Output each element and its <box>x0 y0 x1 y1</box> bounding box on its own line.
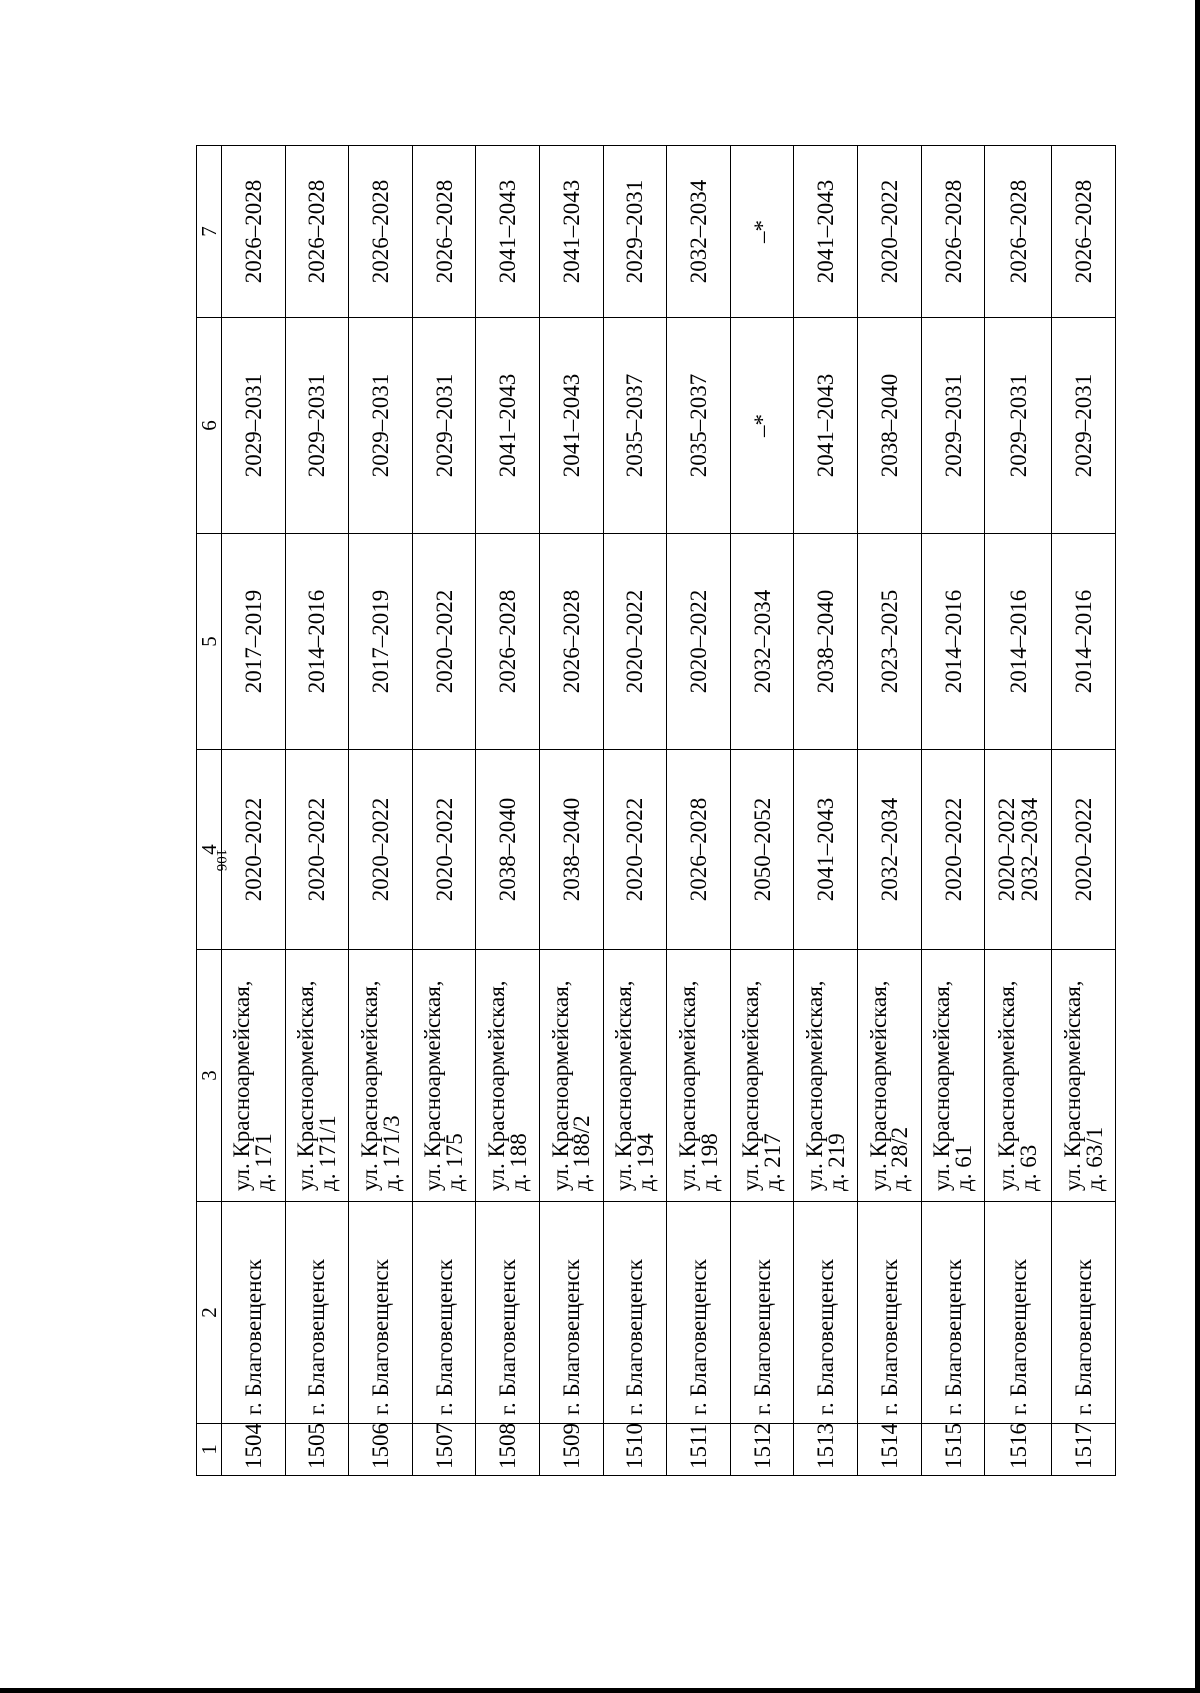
city-text: г. Благовещенск <box>304 1259 330 1415</box>
col7-cell <box>603 146 667 318</box>
col5-cell <box>858 534 922 750</box>
address-house: д. 28/2 <box>887 1126 913 1191</box>
period-col5: 2020–2022 <box>622 589 648 694</box>
address-cell <box>222 950 286 1202</box>
address-house: д. 171 <box>251 1133 277 1191</box>
col5-cell <box>985 534 1052 750</box>
col5-cell <box>476 534 540 750</box>
address-cell <box>540 950 604 1202</box>
col4-cell <box>985 750 1052 950</box>
period-col6: 2029–2031 <box>368 373 394 478</box>
city-cell <box>603 1202 667 1424</box>
city-cell <box>667 1202 731 1424</box>
address-street: ул. Красноармейская, <box>293 980 319 1191</box>
period-col5: 2023–2025 <box>876 589 902 694</box>
city-text: г. Благовещенск <box>1005 1259 1031 1415</box>
period-col7: 2029–2031 <box>622 179 648 284</box>
address-cell <box>349 950 413 1202</box>
col6-cell <box>730 318 794 534</box>
period-col4: 2020–2022 <box>622 797 648 902</box>
col7-cell <box>794 146 858 318</box>
row-number: 1510 <box>622 1423 648 1469</box>
row-number-cell <box>667 1424 731 1476</box>
period-col6: 2029–2031 <box>304 373 330 478</box>
table-row <box>858 146 922 1476</box>
header-cell-1: 1 <box>197 1424 222 1476</box>
col6-cell <box>985 318 1052 534</box>
col4-cell <box>667 750 731 950</box>
col4-cell <box>730 750 794 950</box>
row-number: 1507 <box>431 1423 457 1469</box>
address-house: д. 198 <box>696 1133 722 1191</box>
period-col4: 2026–2028 <box>686 797 712 902</box>
period-col4: 2020–2022 <box>240 797 266 902</box>
row-number: 1508 <box>495 1423 521 1469</box>
page-edge-bottom <box>0 1688 1200 1693</box>
city-text: г. Благовещенск <box>368 1259 394 1415</box>
table-row <box>1052 146 1116 1476</box>
address-street: ул. Красноармейская, <box>229 980 255 1191</box>
col7-cell <box>476 146 540 318</box>
col7-cell <box>921 146 985 318</box>
col5-cell <box>921 534 985 750</box>
city-cell <box>349 1202 413 1424</box>
row-number: 1515 <box>940 1423 966 1469</box>
col4-cell <box>794 750 858 950</box>
city-cell <box>794 1202 858 1424</box>
row-number: 1506 <box>368 1423 394 1469</box>
city-text: г. Благовещенск <box>686 1259 712 1415</box>
col6-cell <box>858 318 922 534</box>
col4-cell <box>476 750 540 950</box>
col7-cell <box>1052 146 1116 318</box>
period-col4-second: 2032–2034 <box>1017 797 1043 902</box>
period-col4: 2020–2022 <box>1071 797 1097 902</box>
row-number-cell <box>921 1424 985 1476</box>
period-col5: 2026–2028 <box>558 589 584 694</box>
row-number-cell <box>222 1424 286 1476</box>
city-text: г. Благовещенск <box>558 1259 584 1415</box>
col6-cell <box>1052 318 1116 534</box>
address-house: д. 188/2 <box>569 1115 595 1191</box>
period-col6: 2029–2031 <box>1071 373 1097 478</box>
col5-cell <box>222 534 286 750</box>
row-number-cell <box>603 1424 667 1476</box>
city-cell <box>921 1202 985 1424</box>
col6-cell <box>222 318 286 534</box>
address-street: ул. Красноармейская, <box>994 980 1020 1191</box>
row-number: 1516 <box>1005 1423 1031 1469</box>
address-cell <box>285 950 349 1202</box>
period-col7: 2026–2028 <box>368 179 394 284</box>
period-col5: 2014–2016 <box>940 589 966 694</box>
city-text: г. Благовещенск <box>940 1259 966 1415</box>
table-container <box>196 146 1116 1476</box>
table-body <box>197 146 1116 1476</box>
period-col7: 2026–2028 <box>1005 179 1031 284</box>
period-col5: 2026–2028 <box>495 589 521 694</box>
address-house: д. 175 <box>442 1133 468 1191</box>
col5-cell <box>412 534 476 750</box>
address-street: ул. Красноармейская, <box>738 980 764 1191</box>
table-row <box>985 146 1052 1476</box>
table-row <box>794 146 858 1476</box>
row-number: 1512 <box>749 1423 775 1469</box>
city-cell <box>476 1202 540 1424</box>
address-house: д. 171/1 <box>314 1115 340 1191</box>
period-col4: 2020–2022 <box>304 797 330 902</box>
col6-cell <box>412 318 476 534</box>
row-number-cell <box>285 1424 349 1476</box>
period-col6: 2041–2043 <box>495 373 521 478</box>
address-street: ул. Красноармейская, <box>483 980 509 1191</box>
row-number: 1504 <box>240 1423 266 1469</box>
period-col5: 2038–2040 <box>813 589 839 694</box>
period-col7: 2026–2028 <box>1071 179 1097 284</box>
col4-cell <box>1052 750 1116 950</box>
address-cell <box>921 950 985 1202</box>
period-col7: 2020–2022 <box>876 179 902 284</box>
address-house: д. 219 <box>823 1133 849 1191</box>
header-cell-6: 6 <box>197 318 222 534</box>
address-cell <box>667 950 731 1202</box>
table-row <box>349 146 413 1476</box>
row-number: 1517 <box>1071 1423 1097 1469</box>
city-cell <box>412 1202 476 1424</box>
col4-cell <box>412 750 476 950</box>
address-house: д. 61 <box>951 1144 976 1191</box>
col6-cell <box>476 318 540 534</box>
city-text: г. Благовещенск <box>622 1259 648 1415</box>
period-col5: 2032–2034 <box>749 589 775 694</box>
address-cell <box>794 950 858 1202</box>
col5-cell <box>349 534 413 750</box>
address-house: д. 217 <box>760 1133 786 1191</box>
address-cell <box>603 950 667 1202</box>
address-cell <box>858 950 922 1202</box>
header-cell-4: 4 <box>197 750 222 950</box>
period-col7: 2041–2043 <box>495 179 521 284</box>
address-cell <box>476 950 540 1202</box>
address-street: ул. Красноармейская, <box>865 980 891 1191</box>
city-cell <box>730 1202 794 1424</box>
col7-cell <box>412 146 476 318</box>
address-house: д. 188 <box>505 1133 531 1191</box>
col6-cell <box>540 318 604 534</box>
header-cell-7: 7 <box>197 146 222 318</box>
col4-cell <box>285 750 349 950</box>
col5-cell <box>794 534 858 750</box>
period-col7: 2041–2043 <box>813 179 839 284</box>
row-number-cell <box>1052 1424 1116 1476</box>
col6-cell <box>349 318 413 534</box>
city-text: г. Благовещенск <box>495 1259 521 1415</box>
col6-cell <box>285 318 349 534</box>
period-col4: 2038–2040 <box>558 797 584 902</box>
col4-cell <box>540 750 604 950</box>
address-street: ул. Красноармейская, <box>674 980 700 1191</box>
address-house: д. 171/3 <box>378 1115 404 1191</box>
row-number-cell <box>794 1424 858 1476</box>
period-col6: –* <box>749 414 775 437</box>
city-text: г. Благовещенск <box>240 1259 266 1415</box>
row-number-cell <box>349 1424 413 1476</box>
period-col6: 2038–2040 <box>876 373 902 478</box>
col5-cell <box>603 534 667 750</box>
period-col7: 2026–2028 <box>431 179 457 284</box>
row-number-cell <box>476 1424 540 1476</box>
table-row <box>285 146 349 1476</box>
city-text: г. Благовещенск <box>749 1259 775 1415</box>
address-street: ул. Красноармейская, <box>929 980 955 1191</box>
col6-cell <box>794 318 858 534</box>
period-col5: 2014–2016 <box>1071 589 1097 694</box>
period-col4: 2020–2022 <box>431 797 457 902</box>
row-number: 1514 <box>876 1423 902 1469</box>
row-number: 1505 <box>304 1423 330 1469</box>
row-number: 1509 <box>558 1423 584 1469</box>
row-number: 1511 <box>686 1423 712 1469</box>
header-cell-2: 2 <box>197 1202 222 1424</box>
city-cell <box>222 1202 286 1424</box>
address-street: ул. Красноармейская, <box>356 980 382 1191</box>
col4-cell <box>858 750 922 950</box>
period-col6: 2029–2031 <box>940 373 966 478</box>
col7-cell <box>349 146 413 318</box>
col7-cell <box>540 146 604 318</box>
period-col5: 2017–2019 <box>368 589 394 694</box>
city-text: г. Благовещенск <box>813 1259 839 1415</box>
city-text: г. Благовещенск <box>431 1259 457 1415</box>
period-col5: 2014–2016 <box>1005 589 1031 694</box>
period-col4: 2038–2040 <box>495 797 521 902</box>
table-row <box>412 146 476 1476</box>
period-col6: 2035–2037 <box>686 373 712 478</box>
period-col4: 2041–2043 <box>813 797 839 902</box>
address-street: ул. Красноармейская, <box>420 980 446 1191</box>
period-col4: 2050–2052 <box>749 797 775 902</box>
header-cell-3: 3 <box>197 950 222 1202</box>
period-col4: 2020–2022 <box>368 797 394 902</box>
table-row <box>603 146 667 1476</box>
period-col5: 2020–2022 <box>686 589 712 694</box>
table-row <box>222 146 286 1476</box>
row-number-cell <box>540 1424 604 1476</box>
address-house: д. 63/1 <box>1081 1126 1107 1191</box>
period-col7: 2026–2028 <box>240 179 266 284</box>
col4-cell <box>349 750 413 950</box>
city-text: г. Благовещенск <box>1071 1259 1097 1415</box>
header-cell-5: 5 <box>197 534 222 750</box>
period-col5: 2014–2016 <box>304 589 330 694</box>
period-col4: 2032–2034 <box>876 797 902 902</box>
table-row <box>921 146 985 1476</box>
city-cell <box>985 1202 1052 1424</box>
page-number: 106 <box>213 848 229 872</box>
period-col6: 2041–2043 <box>813 373 839 478</box>
col4-cell <box>603 750 667 950</box>
col4-cell <box>222 750 286 950</box>
row-number-cell <box>985 1424 1052 1476</box>
col7-cell <box>222 146 286 318</box>
city-cell <box>858 1202 922 1424</box>
col5-cell <box>667 534 731 750</box>
col5-cell <box>1052 534 1116 750</box>
col6-cell <box>667 318 731 534</box>
col5-cell <box>730 534 794 750</box>
period-col5: 2017–2019 <box>240 589 266 694</box>
period-col7: –* <box>749 220 775 243</box>
table-row <box>730 146 794 1476</box>
address-street: ул. Красноармейская, <box>611 980 637 1191</box>
row-number: 1513 <box>813 1423 839 1469</box>
city-text: г. Благовещенск <box>876 1259 902 1415</box>
address-street: ул. Красноармейская, <box>1059 980 1085 1191</box>
period-col6: 2029–2031 <box>1005 373 1031 478</box>
col4-cell <box>921 750 985 950</box>
address-cell <box>412 950 476 1202</box>
period-col6: 2035–2037 <box>622 373 648 478</box>
page-edge-right <box>1195 0 1200 1693</box>
period-col5: 2020–2022 <box>431 589 457 694</box>
period-col7: 2026–2028 <box>940 179 966 284</box>
row-number-cell <box>858 1424 922 1476</box>
table-row <box>667 146 731 1476</box>
period-col6: 2029–2031 <box>240 373 266 478</box>
col6-cell <box>603 318 667 534</box>
period-col7: 2041–2043 <box>558 179 584 284</box>
col6-cell <box>921 318 985 534</box>
city-cell <box>285 1202 349 1424</box>
period-col6: 2041–2043 <box>558 373 584 478</box>
address-street: ул. Красноармейская, <box>801 980 827 1191</box>
row-number-cell <box>412 1424 476 1476</box>
period-col6: 2029–2031 <box>431 373 457 478</box>
address-cell <box>985 950 1052 1202</box>
city-cell <box>1052 1202 1116 1424</box>
header-row <box>197 146 222 1476</box>
table-row <box>476 146 540 1476</box>
city-cell <box>540 1202 604 1424</box>
col5-cell <box>540 534 604 750</box>
address-house: д. 194 <box>632 1133 658 1191</box>
period-col4: 2020–2022 <box>940 797 966 902</box>
col7-cell <box>858 146 922 318</box>
address-cell <box>730 950 794 1202</box>
col7-cell <box>667 146 731 318</box>
address-street: ул. Красноармейская, <box>547 980 573 1191</box>
address-cell <box>1052 950 1116 1202</box>
period-col7: 2032–2034 <box>686 179 712 284</box>
col5-cell <box>285 534 349 750</box>
col7-cell <box>285 146 349 318</box>
table-row <box>540 146 604 1476</box>
address-house: д. 63 <box>1016 1144 1042 1191</box>
period-col4: 2020–2022 <box>994 797 1020 902</box>
row-number-cell <box>730 1424 794 1476</box>
col7-cell <box>730 146 794 318</box>
col7-cell <box>985 146 1052 318</box>
period-col7: 2026–2028 <box>304 179 330 284</box>
data-table <box>196 145 1116 1476</box>
